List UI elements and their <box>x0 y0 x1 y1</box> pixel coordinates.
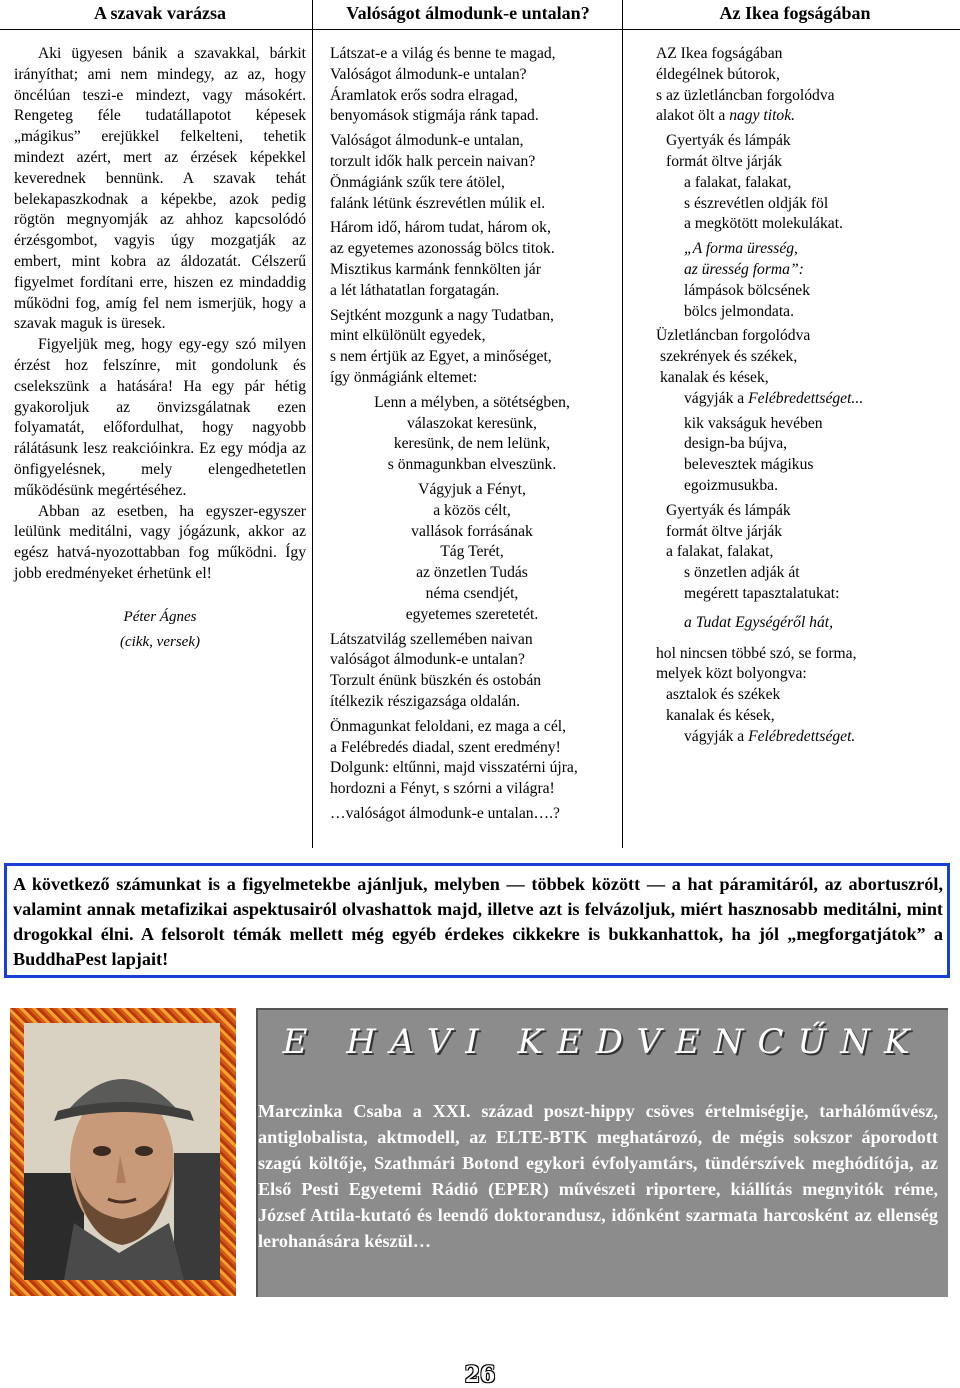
stanza <box>640 326 950 409</box>
poem-line: vágyják a Felébredettséget... <box>684 389 864 407</box>
portrait-frame <box>10 1008 236 1296</box>
poem-line: asztalok és székek <box>666 686 781 704</box>
poem-line: így önmágiánk eltemet: <box>330 368 478 386</box>
panel-description: Marczinka Csaba a XXI. század poszt-hippy csöves értelmiségije, tarhálóművész, antiglobalista, aktmodell, az ELTE-BTK meghatározó, de mégis sokszor áporodott szagú költője, Szathmári Botond egykori évfolyamtárs, tündérszívek meghódítója, az Első Pesti Egyetemi Rádió (EPER) művészeti riportere, kiállítás megnyitók réme, József Attila-kutató és leendő doktorandusz, időnként szarmata harcosként az ellenség lerohanására készül… <box>258 1101 938 1251</box>
paragraph: Abban az esetben, ha egyszer-egyszer leülünk meditálni, vagy jógázunk, akkor az egész hatvá-nyozottabban fog működni. Így jobb eredményeket érhetünk el! <box>14 502 306 582</box>
column-divider-2 <box>622 0 623 848</box>
portrait-illustration <box>24 1023 220 1280</box>
poem-line: Valóságot álmodunk-e untalan? <box>330 65 527 83</box>
poem-line: a Felébredés diadal, szent eredmény! <box>330 738 561 756</box>
poem-line: AZ Ikea fogságában <box>656 45 783 62</box>
poem-line: s önzetlen adják át <box>684 564 800 582</box>
poem-line: Önmagunkat feloldani, ez maga a cél, <box>330 717 566 735</box>
poem-line: a közös célt, <box>433 501 511 519</box>
poem-line: lámpások bölcsének <box>684 281 811 299</box>
stanza <box>640 501 950 634</box>
stanza <box>330 131 614 214</box>
poem-line: a Tudat Egységéről hát, <box>684 613 834 631</box>
poem-line: alakot ölt a nagy titok. <box>656 107 796 125</box>
column-3-heading: Az Ikea fogságában <box>719 3 871 23</box>
poem-line: Tág Terét, <box>440 543 504 561</box>
poem-line: Gyertyák és lámpák <box>666 132 791 150</box>
poem-line: Misztikus karmánk fennkölten jár <box>330 260 541 278</box>
poem-line: s az üzletláncban forgolódva <box>656 86 835 104</box>
poem-line: egoizmusukba. <box>684 476 778 494</box>
poem-line: Önmágiánk szűk tere átölel, <box>330 173 505 191</box>
poem-line: Látszatvilág szellemében naivan <box>330 630 533 648</box>
poem-line: Dolgunk: eltűnni, majd visszatérni újra, <box>330 759 578 777</box>
poem-closing-line: …valóságot álmodunk-e untalan….? <box>330 804 560 822</box>
poem-line: benyomások stigmája ránk tapad. <box>330 107 539 125</box>
portrait-photo <box>24 1023 220 1280</box>
poem-line: formát öltve járják <box>666 152 783 170</box>
poem-line: formát öltve járják <box>666 522 783 540</box>
poem-line: mint elkülönült egyedek, <box>330 327 486 345</box>
heading-rule <box>0 29 960 30</box>
stanza-centered <box>330 480 614 626</box>
poem-line: vallások forrásának <box>411 522 533 540</box>
article-szavak-varazsa <box>14 44 306 652</box>
poem-line: valóságot álmodunk-e untalan? <box>330 651 525 669</box>
poem-line: melyek közt bolyongva: <box>656 665 807 683</box>
stanza-centered <box>330 393 614 476</box>
poem-line: a falakat, falakat, <box>666 543 774 561</box>
poem-line: az egyetemes azonosság bölcs titok. <box>330 240 555 258</box>
poem-line: belevesztek mágikus <box>684 456 814 474</box>
poem-line: Áramlatok erős sodra elragad, <box>330 86 518 104</box>
poem-line: s észrevétlen oldják föl <box>684 194 829 212</box>
column-divider-1 <box>312 0 313 848</box>
poem-line: Torzult énünk büszkén és ostobán <box>330 672 542 690</box>
stanza <box>640 644 950 748</box>
stanza <box>640 239 950 322</box>
author-note: (cikk, versek) <box>120 633 200 650</box>
poem-line: megérett tapasztalatukat: <box>684 584 840 602</box>
poem-line: kik vakságuk hevében <box>684 414 823 432</box>
poem-line: s önmagunkban elveszünk. <box>387 456 557 474</box>
stanza <box>640 131 950 235</box>
poem-line: Üzletláncban forgolódva <box>656 327 811 345</box>
poem-line: „A forma üresség, <box>684 240 798 258</box>
poem-line: néma csendjét, <box>425 584 519 602</box>
poem-line: hol nincsen többé szó, se forma, <box>656 644 857 662</box>
poem-line: Sejtként mozgunk a nagy Tudatban, <box>330 306 554 324</box>
stanza <box>330 630 614 713</box>
poem-line: a falakat, falakat, <box>684 173 792 191</box>
stanza <box>330 306 614 389</box>
announcement-text: A következő számunkat is a figyelmetekbe ajánljuk, melyben — többek között — a hat páramitáról, az abortuszról, valamint annak metafizikai aspektusairól olvashattok majd, illetve azt is felvázoljuk, miért hasznosabb meditálni, mint drogokkal élni. A felsorolt témák mellett még egyéb érdekes cikkekre is bukkanhattok, ha jól „megforgatjátok” a BuddhaPest lapjait! <box>13 874 943 969</box>
stanza <box>330 804 614 825</box>
poem-line: design-ba bújva, <box>684 435 788 453</box>
column-2-heading: Valóságot álmodunk-e untalan? <box>346 3 590 23</box>
poem-line: egyetemes szeretetét. <box>405 605 539 623</box>
poem-line: válaszokat keresünk, <box>407 414 537 432</box>
poem-line: hordozni a Fényt, s szórni a világra! <box>330 780 555 798</box>
stanza <box>640 44 950 127</box>
panel-title: E HAVI KEDVENCŰNK <box>282 1022 924 1062</box>
poem-line: a lét láthatatlan forgatagán. <box>330 281 500 299</box>
monthly-favorite-panel <box>256 1008 948 1297</box>
poem-line: s nem értjük az Egyet, a minőséget, <box>330 348 552 366</box>
poem-line: Látszat-e a világ és benne te magad, <box>330 45 556 62</box>
poem-line: bölcs jelmondata. <box>684 302 794 320</box>
paragraph: Aki ügyesen bánik a szavakkal, bárkit irányíthat; ami nem mindegy, az az, hogy öncélúan teszi-e mindezt, vagy másokért. Rengeteg féle tudatállapotot képesek „mágikus” erejükkel felkelteni, tehetik mindezt azért, mert az érzések képekkel keverednek bennünk. A szavak tehát belekapaszkodnak a képekbe, azok pedig rögtön megnyomják az ahhoz kapcsolódó érzésgombot, vagyis úgy mozgatják az embert, mint kobra az áldozatát. Célszerű figyelmet fordítani erre, hiszen ez mindaddig működni fog, amíg fel nem ismerjük, hogy a szavak maguk is üresek. <box>14 45 306 333</box>
poem-line: falánk létünk észrevétlen múlik el. <box>330 194 546 212</box>
stanza <box>640 414 950 497</box>
author-signature: Péter Ágnes <box>123 608 197 625</box>
paragraph: Figyeljük meg, hogy egy-egy szó milyen érzést hoz felszínre, mit gondolunk és cselekszünk a hatására! Ha egy pár hétig gyakoroljuk az önvizsgálatnak ezen folyamatát, előfordulhat, hogy nagyobb rálátásunk lesz reakcióinkra. Ez egy módja az önfigyelésnek, mely elengedhetetlen működésünk megértéséhez. <box>14 336 306 499</box>
poem-line: Három idő, három tudat, három ok, <box>330 219 551 237</box>
poem-line: éldegélnek bútorok, <box>656 65 780 83</box>
poem-line: a megkötött molekulákat. <box>684 215 843 233</box>
column-1-heading: A szavak varázsa <box>94 3 226 23</box>
poem-line: az üresség forma”: <box>684 260 804 278</box>
poem-line: Vágyjuk a Fényt, <box>418 480 526 498</box>
poem-line: torzult idők halk percein naivan? <box>330 152 536 170</box>
poem-valosagot-almodunk <box>330 44 614 829</box>
stanza <box>330 717 614 800</box>
stanza <box>330 218 614 301</box>
page-number: 26 <box>464 1362 496 1388</box>
poem-ikea-fogsagaban <box>640 44 950 752</box>
poem-line: szekrények és székek, <box>660 348 798 366</box>
poem-line: kanalak és kések, <box>666 706 775 724</box>
next-issue-announcement <box>4 863 950 978</box>
poem-line: keresünk, de nem lelünk, <box>393 435 551 453</box>
poem-line: Gyertyák és lámpák <box>666 501 791 519</box>
poem-line: vágyják a Felébredettséget. <box>684 727 856 745</box>
poem-line: ítélkezik részigazsága oldalán. <box>330 692 521 710</box>
stanza <box>330 44 614 127</box>
poem-line: kanalak és kések, <box>660 368 769 386</box>
poem-line: Lenn a mélyben, a sötétségben, <box>374 393 570 411</box>
poem-line: Valóságot álmodunk-e untalan, <box>330 132 524 150</box>
poem-line: az önzetlen Tudás <box>416 564 528 582</box>
